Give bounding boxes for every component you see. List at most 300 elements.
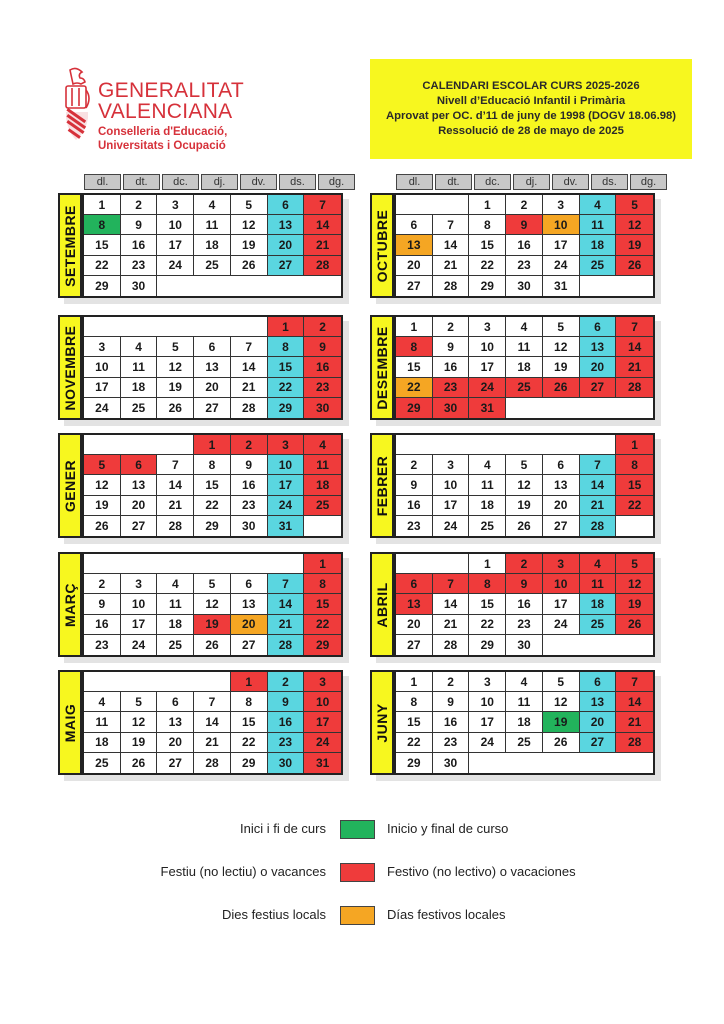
day-cell: 13: [121, 475, 158, 495]
day-cell: 17: [268, 475, 305, 495]
day-cell: 21: [616, 357, 653, 377]
calendar-title-box: [370, 59, 692, 159]
day-cell: 28: [433, 635, 470, 655]
day-cell: 2: [396, 455, 433, 475]
day-cell: 23: [433, 733, 470, 753]
day-cell: 26: [543, 733, 580, 753]
day-cell: 11: [84, 712, 121, 732]
day-cell: 30: [268, 753, 305, 773]
day-cell: 7: [194, 692, 231, 712]
day-cell: 1: [396, 317, 433, 337]
day-cell: 8: [231, 692, 268, 712]
weekday-header-cell: dg.: [630, 174, 667, 190]
day-cell: 8: [304, 574, 341, 594]
day-cell: 8: [469, 574, 506, 594]
month-name: MARÇ: [62, 582, 78, 627]
coat-of-arms-icon: [62, 66, 92, 142]
day-cell: 17: [543, 594, 580, 614]
day-cell: 28: [194, 753, 231, 773]
day-cell: 6: [231, 574, 268, 594]
day-cell: 15: [396, 357, 433, 377]
day-cell: 10: [121, 594, 158, 614]
day-cell: 12: [121, 712, 158, 732]
day-cell: 28: [157, 516, 194, 536]
day-cell: 25: [506, 378, 543, 398]
month-grid: [82, 193, 343, 298]
day-cell: 14: [194, 712, 231, 732]
month-label: [370, 193, 394, 298]
day-cell: 27: [194, 398, 231, 418]
day-cell: 23: [231, 496, 268, 516]
day-cell: 8: [396, 337, 433, 357]
day-cell: 1: [469, 195, 506, 215]
day-cell: 21: [231, 378, 268, 398]
month-grid: [394, 670, 655, 775]
weekday-header-cell: dt.: [123, 174, 160, 190]
day-cell: 9: [396, 475, 433, 495]
day-cell: 16: [506, 235, 543, 255]
day-cell: 28: [616, 378, 653, 398]
day-cell: 24: [543, 615, 580, 635]
day-cell: 26: [506, 516, 543, 536]
month-març: [58, 552, 343, 657]
legend-label-ca: Dies festius locals: [221, 907, 326, 922]
day-cell: 6: [396, 574, 433, 594]
day-cell: 16: [396, 496, 433, 516]
weekday-header-cell: dc.: [474, 174, 511, 190]
day-cell: 11: [580, 574, 617, 594]
day-cell: 26: [121, 753, 158, 773]
day-cell: 18: [506, 712, 543, 732]
month-abril: [370, 552, 655, 657]
day-cell: 20: [580, 357, 617, 377]
day-cell: 19: [231, 235, 268, 255]
day-cell: 29: [231, 753, 268, 773]
day-cell: 6: [157, 692, 194, 712]
day-cell: 12: [157, 357, 194, 377]
empty-cell: [157, 276, 341, 296]
day-cell: 14: [433, 594, 470, 614]
day-cell: 7: [157, 455, 194, 475]
day-cell: 6: [194, 337, 231, 357]
day-cell: 7: [616, 672, 653, 692]
day-cell: 4: [304, 435, 341, 455]
day-cell: 27: [231, 635, 268, 655]
weekday-header-cell: ds.: [591, 174, 628, 190]
day-cell: 23: [433, 378, 470, 398]
day-cell: 20: [396, 615, 433, 635]
day-cell: 18: [580, 594, 617, 614]
day-cell: 21: [194, 733, 231, 753]
legend-label-ca: Festiu (no lectiu) o vacances: [160, 864, 326, 879]
weekday-header-cell: dl.: [396, 174, 433, 190]
month-label: [370, 315, 394, 420]
day-cell: 14: [157, 475, 194, 495]
day-cell: 9: [433, 337, 470, 357]
legend-label-ca: Inici i fi de curs: [240, 821, 326, 836]
day-cell: 16: [268, 712, 305, 732]
day-cell: 3: [268, 435, 305, 455]
day-cell: 29: [469, 635, 506, 655]
day-cell: 30: [121, 276, 158, 296]
day-cell: 10: [84, 357, 121, 377]
day-cell: 28: [231, 398, 268, 418]
day-cell: 5: [616, 195, 653, 215]
day-cell: 2: [433, 317, 470, 337]
day-cell: 23: [506, 256, 543, 276]
day-cell: 22: [469, 256, 506, 276]
day-cell: 11: [194, 215, 231, 235]
day-cell: 19: [506, 496, 543, 516]
day-cell: 5: [616, 554, 653, 574]
empty-cell: [84, 317, 268, 337]
day-cell: 10: [433, 475, 470, 495]
day-cell: 18: [580, 235, 617, 255]
day-cell: 9: [121, 215, 158, 235]
day-cell: 26: [616, 256, 653, 276]
day-cell: 22: [84, 256, 121, 276]
day-cell: 10: [469, 692, 506, 712]
legend-swatch: [340, 863, 375, 882]
day-cell: 1: [194, 435, 231, 455]
day-cell: 24: [469, 733, 506, 753]
weekday-header-cell: dj.: [513, 174, 550, 190]
month-maig: [58, 670, 343, 775]
day-cell: 11: [157, 594, 194, 614]
day-cell: 8: [194, 455, 231, 475]
day-cell: 5: [194, 574, 231, 594]
day-cell: 16: [506, 594, 543, 614]
day-cell: 25: [469, 516, 506, 536]
day-cell: 8: [616, 455, 653, 475]
day-cell: 14: [580, 475, 617, 495]
day-cell: 8: [396, 692, 433, 712]
day-cell: 19: [157, 378, 194, 398]
day-cell: 12: [616, 574, 653, 594]
day-cell: 12: [84, 475, 121, 495]
day-cell: 12: [616, 215, 653, 235]
month-grid: [394, 315, 655, 420]
day-cell: 15: [268, 357, 305, 377]
day-cell: 18: [84, 733, 121, 753]
day-cell: 27: [268, 256, 305, 276]
day-cell: 29: [84, 276, 121, 296]
day-cell: 25: [506, 733, 543, 753]
day-cell: 18: [304, 475, 341, 495]
day-cell: 5: [157, 337, 194, 357]
day-cell: 27: [543, 516, 580, 536]
day-cell: 19: [84, 496, 121, 516]
day-cell: 17: [157, 235, 194, 255]
day-cell: 22: [469, 615, 506, 635]
day-cell: 24: [157, 256, 194, 276]
month-name: SETEMBRE: [62, 204, 78, 287]
day-cell: 27: [580, 378, 617, 398]
day-cell: 14: [268, 594, 305, 614]
day-cell: 22: [396, 733, 433, 753]
day-cell: 30: [506, 635, 543, 655]
day-cell: 6: [121, 455, 158, 475]
day-cell: 9: [304, 337, 341, 357]
month-name: GENER: [62, 459, 78, 512]
day-cell: 5: [84, 455, 121, 475]
day-cell: 20: [231, 615, 268, 635]
title-line-4: Ressolució de 28 de mayo de 2025: [438, 125, 624, 137]
day-cell: 20: [157, 733, 194, 753]
weekday-header-cell: dc.: [162, 174, 199, 190]
day-cell: 19: [543, 712, 580, 732]
empty-cell: [396, 554, 469, 574]
day-cell: 30: [433, 398, 470, 418]
day-cell: 24: [469, 378, 506, 398]
month-name: ABRIL: [374, 581, 390, 628]
day-cell: 20: [121, 496, 158, 516]
day-cell: 1: [84, 195, 121, 215]
day-cell: 26: [84, 516, 121, 536]
day-cell: 18: [194, 235, 231, 255]
day-cell: 27: [157, 753, 194, 773]
day-cell: 28: [616, 733, 653, 753]
day-cell: 16: [433, 357, 470, 377]
weekday-header-cell: ds.: [279, 174, 316, 190]
day-cell: 24: [543, 256, 580, 276]
day-cell: 4: [506, 317, 543, 337]
day-cell: 8: [268, 337, 305, 357]
day-cell: 9: [84, 594, 121, 614]
empty-cell: [469, 753, 653, 773]
day-cell: 25: [157, 635, 194, 655]
day-cell: 11: [469, 475, 506, 495]
day-cell: 4: [84, 692, 121, 712]
day-cell: 7: [580, 455, 617, 475]
day-cell: 4: [194, 195, 231, 215]
day-cell: 23: [506, 615, 543, 635]
month-grid: [82, 315, 343, 420]
day-cell: 1: [469, 554, 506, 574]
day-cell: 25: [304, 496, 341, 516]
day-cell: 22: [396, 378, 433, 398]
day-cell: 23: [121, 256, 158, 276]
month-name: FEBRER: [374, 455, 390, 516]
day-cell: 8: [84, 215, 121, 235]
day-cell: 2: [506, 195, 543, 215]
day-cell: 14: [231, 357, 268, 377]
month-grid: [394, 552, 655, 657]
day-cell: 12: [231, 215, 268, 235]
day-cell: 4: [157, 574, 194, 594]
month-name: DESEMBRE: [374, 325, 390, 410]
month-grid: [394, 193, 655, 298]
day-cell: 28: [304, 256, 341, 276]
day-cell: 17: [304, 712, 341, 732]
legend-label-es: Días festivos locales: [387, 907, 506, 922]
day-cell: 16: [121, 235, 158, 255]
day-cell: 13: [580, 337, 617, 357]
day-cell: 13: [396, 594, 433, 614]
day-cell: 23: [304, 378, 341, 398]
day-cell: 12: [194, 594, 231, 614]
day-cell: 12: [543, 692, 580, 712]
day-cell: 3: [469, 672, 506, 692]
title-line-2: Nivell d’Educació Infantil i Primària: [436, 95, 626, 107]
day-cell: 4: [580, 195, 617, 215]
day-cell: 26: [231, 256, 268, 276]
month-grid: [82, 433, 343, 538]
weekday-header-cell: dj.: [201, 174, 238, 190]
day-cell: 16: [84, 615, 121, 635]
day-cell: 6: [268, 195, 305, 215]
day-cell: 13: [396, 235, 433, 255]
day-cell: 31: [304, 753, 341, 773]
day-cell: 3: [543, 554, 580, 574]
day-cell: 15: [304, 594, 341, 614]
day-cell: 9: [506, 574, 543, 594]
day-cell: 15: [396, 712, 433, 732]
day-cell: 9: [506, 215, 543, 235]
day-cell: 20: [543, 496, 580, 516]
day-cell: 18: [121, 378, 158, 398]
day-cell: 3: [433, 455, 470, 475]
logo-title: GENERALITAT VALENCIANA: [98, 79, 245, 123]
day-cell: 30: [231, 516, 268, 536]
day-cell: 11: [580, 215, 617, 235]
day-cell: 19: [543, 357, 580, 377]
day-cell: 14: [433, 235, 470, 255]
day-cell: 15: [231, 712, 268, 732]
day-cell: 16: [433, 712, 470, 732]
day-cell: 2: [506, 554, 543, 574]
day-cell: 29: [304, 635, 341, 655]
day-cell: 21: [157, 496, 194, 516]
day-cell: 6: [580, 672, 617, 692]
day-cell: 22: [304, 615, 341, 635]
day-cell: 22: [616, 496, 653, 516]
month-name: JUNY: [374, 702, 390, 743]
day-cell: 29: [469, 276, 506, 296]
day-cell: 5: [506, 455, 543, 475]
day-cell: 2: [231, 435, 268, 455]
day-cell: 21: [304, 235, 341, 255]
day-cell: 9: [231, 455, 268, 475]
day-cell: 13: [580, 692, 617, 712]
day-cell: 4: [121, 337, 158, 357]
day-cell: 29: [396, 398, 433, 418]
day-cell: 2: [304, 317, 341, 337]
empty-cell: [84, 554, 304, 574]
day-cell: 9: [433, 692, 470, 712]
month-label: [58, 193, 82, 298]
month-febrer: [370, 433, 655, 538]
day-cell: 7: [616, 317, 653, 337]
day-cell: 10: [268, 455, 305, 475]
month-grid: [82, 552, 343, 657]
day-cell: 5: [231, 195, 268, 215]
day-cell: 3: [469, 317, 506, 337]
day-cell: 5: [543, 317, 580, 337]
month-label: [370, 433, 394, 538]
day-cell: 1: [616, 435, 653, 455]
day-cell: 1: [396, 672, 433, 692]
day-cell: 25: [580, 256, 617, 276]
month-octubre: [370, 193, 655, 298]
weekday-header-cell: dg.: [318, 174, 355, 190]
day-cell: 31: [469, 398, 506, 418]
day-cell: 17: [433, 496, 470, 516]
day-cell: 29: [194, 516, 231, 536]
day-cell: 16: [231, 475, 268, 495]
legend-label-es: Festivo (no lectivo) o vacaciones: [387, 864, 576, 879]
empty-cell: [84, 435, 194, 455]
month-desembre: [370, 315, 655, 420]
day-cell: 1: [304, 554, 341, 574]
day-cell: 24: [433, 516, 470, 536]
weekday-header-cell: dv.: [240, 174, 277, 190]
day-cell: 13: [157, 712, 194, 732]
day-cell: 23: [268, 733, 305, 753]
day-cell: 11: [304, 455, 341, 475]
day-cell: 29: [268, 398, 305, 418]
day-cell: 15: [469, 594, 506, 614]
day-cell: 10: [304, 692, 341, 712]
day-cell: 13: [268, 215, 305, 235]
day-cell: 1: [231, 672, 268, 692]
day-cell: 10: [543, 574, 580, 594]
day-cell: 2: [433, 672, 470, 692]
day-cell: 15: [84, 235, 121, 255]
day-cell: 22: [231, 733, 268, 753]
day-cell: 6: [580, 317, 617, 337]
day-cell: 27: [396, 635, 433, 655]
day-cell: 13: [543, 475, 580, 495]
day-cell: 2: [268, 672, 305, 692]
day-cell: 24: [84, 398, 121, 418]
month-novembre: [58, 315, 343, 420]
day-cell: 17: [469, 357, 506, 377]
day-cell: 23: [396, 516, 433, 536]
month-juny: [370, 670, 655, 775]
day-cell: 18: [506, 357, 543, 377]
weekday-header-right: [396, 174, 669, 190]
day-cell: 23: [84, 635, 121, 655]
day-cell: 3: [84, 337, 121, 357]
day-cell: 30: [506, 276, 543, 296]
legend-swatch: [340, 820, 375, 839]
day-cell: 4: [469, 455, 506, 475]
legend-label-es: Inicio y final de curso: [387, 821, 509, 836]
day-cell: 20: [396, 256, 433, 276]
day-cell: 10: [469, 337, 506, 357]
day-cell: 11: [121, 357, 158, 377]
day-cell: 4: [506, 672, 543, 692]
month-label: [58, 670, 82, 775]
day-cell: 2: [84, 574, 121, 594]
day-cell: 18: [157, 615, 194, 635]
day-cell: 21: [433, 256, 470, 276]
day-cell: 5: [121, 692, 158, 712]
day-cell: 24: [268, 496, 305, 516]
day-cell: 4: [580, 554, 617, 574]
empty-cell: [304, 516, 341, 536]
empty-cell: [616, 516, 653, 536]
empty-cell: [580, 276, 653, 296]
day-cell: 27: [580, 733, 617, 753]
day-cell: 26: [157, 398, 194, 418]
day-cell: 29: [396, 753, 433, 773]
day-cell: 31: [543, 276, 580, 296]
day-cell: 19: [616, 235, 653, 255]
day-cell: 5: [543, 672, 580, 692]
day-cell: 7: [231, 337, 268, 357]
